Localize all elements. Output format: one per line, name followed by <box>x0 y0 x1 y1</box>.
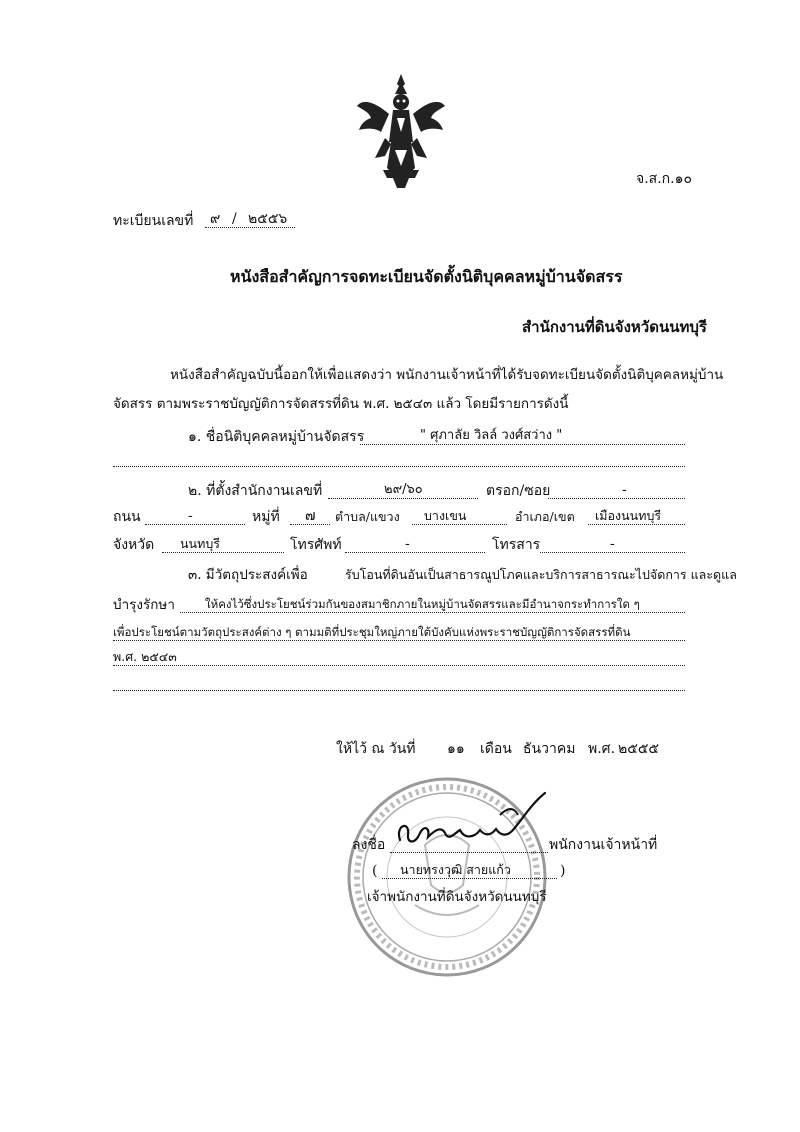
intro-line-2: จัดสรร ตามพระราชบัญญัติการจัดสรรที่ดิน พ.ศ. ๒๕๔๓ แล้ว โดยมีรายการดังนี้ <box>113 396 569 412</box>
date-day: ๑๑ <box>447 741 465 757</box>
registration-number: ๙ <box>210 211 221 227</box>
document-title: หนังสือสำคัญการจดทะเบียนจัดตั้งนิติบุคคลหมู่บ้านจัดสรร <box>230 267 623 286</box>
item2-phone: - <box>405 536 410 552</box>
item2-fax-label: โทรสาร <box>492 537 541 553</box>
item3-line2: ให้คงไว้ซึ่งประโยชน์ร่วมกันของสมาชิกภายในหมู่บ้านจัดสรรและมีอำนาจกระทำการใด ๆ <box>205 597 640 611</box>
item2-tambon: บางเขน <box>424 508 467 523</box>
name-close-paren: ) <box>560 863 566 879</box>
date-given-label: ให้ไว้ ณ วันที่ <box>336 741 416 757</box>
sign-label: ลงชื่อ <box>352 837 386 853</box>
item2-province-label: จังหวัด <box>113 537 155 553</box>
date-year-label: พ.ศ. <box>588 741 616 757</box>
item1-label: ๑. ชื่อนิติบุคคลหมู่บ้านจัดสรร <box>188 429 365 445</box>
item3-line2-label: บำรุงรักษา <box>113 597 175 613</box>
registration-separator: / <box>232 211 237 227</box>
item2-province: นนทบุรี <box>180 536 220 551</box>
item2-number: ๒๙/๖๐ <box>384 482 423 497</box>
item2-moo: ๗ <box>305 508 316 524</box>
item2-fax: - <box>610 536 615 552</box>
date-year: ๒๕๕๕ <box>618 741 660 757</box>
item3-line4: พ.ศ. ๒๕๔๓ <box>113 649 177 664</box>
officer-title: เจ้าพนักงานที่ดินจังหวัดนนทบุรี <box>367 889 547 905</box>
item2-tambon-label: ตำบล/แขวง <box>335 509 400 524</box>
item2-road: - <box>188 508 193 524</box>
item2-label: ๒. ที่ตั้งสำนักงานเลขที่ <box>188 483 323 499</box>
officer-name: นายทรงวุฒิ สายแก้ว <box>400 862 511 877</box>
form-code: จ.ส.ก.๑๐ <box>636 171 693 187</box>
item3-line3: เพื่อประโยชน์ตามวัตถุประสงค์ต่าง ๆ ตามมติที่ประชุมใหญ่ภายใต้บังคับแห่งพระราชบัญญัติการจัดสรรที่ดิน <box>113 625 631 639</box>
item2-soi: - <box>622 482 627 498</box>
date-month: ธันวาคม <box>523 741 576 757</box>
handwritten-signature-icon <box>380 785 570 855</box>
item2-phone-label: โทรศัพท์ <box>290 537 342 553</box>
item2-soi-label: ตรอก/ซอย <box>486 483 551 499</box>
date-month-label: เดือน <box>480 741 512 757</box>
office-name: สำนักงานที่ดินจังหวัดนนทบุรี <box>522 318 707 336</box>
item3-line1: รับโอนที่ดินอันเป็นสาธารณูปโภคและบริการสาธารณะไปจัดการ และดูแล <box>345 567 737 582</box>
officer-position: พนักงานเจ้าหน้าที่ <box>549 837 658 853</box>
item1-value: " ศุภาลัย วิลล์ วงศ์สว่าง " <box>420 428 563 443</box>
item2-amphoe: เมืองนนทบุรี <box>595 508 662 523</box>
intro-line-1: หนังสือสำคัญฉบับนี้ออกให้เพื่อแสดงว่า พนักงานเจ้าหน้าที่ได้รับจดทะเบียนจัดตั้งนิติบุคคลหมู่บ้าน <box>170 367 724 383</box>
registration-year: ๒๕๕๖ <box>248 211 288 227</box>
item3-label: ๓. มีวัตถุประสงค์เพื่อ <box>188 567 308 583</box>
registration-label: ทะเบียนเลขที่ <box>113 213 194 229</box>
name-open-paren: ( <box>372 863 378 879</box>
item2-amphoe-label: อำเภอ/เขต <box>515 509 575 524</box>
item2-road-label: ถนน <box>113 509 141 525</box>
item2-moo-label: หมู่ที่ <box>252 509 280 525</box>
garuda-emblem-icon <box>355 72 447 190</box>
